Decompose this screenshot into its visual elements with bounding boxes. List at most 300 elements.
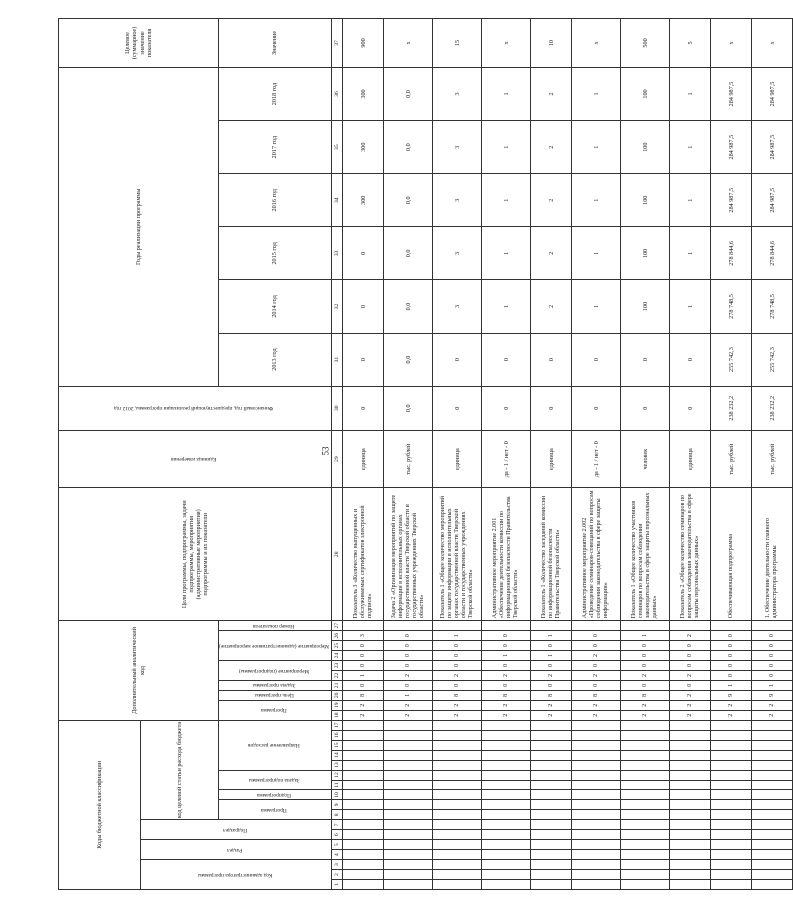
row-unit: да - 1 / нет - 0 [482, 430, 531, 488]
budget-code-cell [572, 730, 621, 740]
budget-code-cell [572, 810, 621, 820]
column-index-cell: 33 [332, 227, 343, 280]
row-unit: тыс. рублей [752, 430, 793, 488]
table-row [752, 19, 793, 890]
row-base-value: 238 232,2 [711, 386, 752, 430]
budget-code-cell [482, 800, 531, 810]
column-index-row [332, 19, 343, 890]
column-index-cell: 32 [332, 280, 343, 333]
row-year-value: 284 987,5 [711, 67, 752, 120]
analytic-code-digit [433, 621, 482, 631]
budget-code-cell [343, 770, 384, 780]
budget-code-cell [711, 830, 752, 840]
column-index-cell: 18 [332, 710, 343, 720]
analytic-code-digit: 0 [531, 680, 572, 690]
year-2014-header: 2014 год [219, 280, 332, 333]
row-year-value: 1 [572, 227, 621, 280]
row-year-value: 1 [482, 67, 531, 120]
budget-code-cell [752, 810, 793, 820]
column-index-cell: 1 [332, 880, 343, 890]
analytic-code-digit: 1 [711, 680, 752, 690]
admin-code-header: Код администратора программы [141, 860, 332, 890]
row-year-value: 278 844,6 [711, 227, 752, 280]
budget-code-cell [482, 870, 531, 880]
dop-activity-header: Мероприятие (подпрограммы) [219, 661, 332, 681]
budget-code-cell [343, 750, 384, 760]
budget-code-cell [343, 830, 384, 840]
budget-code-cell [343, 860, 384, 870]
budget-code-cell [670, 830, 711, 840]
analytic-code-digit: 1 [752, 680, 793, 690]
row-year-value: 0,0 [384, 174, 433, 227]
row-year-value: 284 987,5 [711, 121, 752, 174]
budget-code-cell [482, 770, 531, 780]
analytic-code-digit: 2 [343, 700, 384, 710]
budget-code-cell [670, 790, 711, 800]
budget-code-cell [482, 860, 531, 870]
row-year-value: 100 [621, 227, 670, 280]
analytic-code-digit: 2 [343, 710, 384, 720]
row-year-value: 1 [482, 280, 531, 333]
analytic-code-digit: 0 [482, 680, 531, 690]
analytic-code-digit: 8 [621, 690, 670, 700]
program-indicators-table [58, 18, 793, 890]
analytic-code-digit: 0 [670, 680, 711, 690]
row-unit: единица [531, 430, 572, 488]
budget-code-cell [711, 720, 752, 730]
budget-code-cell [343, 720, 384, 730]
column-index-cell: 31 [332, 333, 343, 386]
analytic-code-digit: 0 [670, 661, 711, 671]
budget-code-cell [343, 870, 384, 880]
budget-code-cell [572, 790, 621, 800]
analytic-code-digit: 0 [384, 661, 433, 671]
analytic-code-digit: 0 [343, 680, 384, 690]
row-year-value: 0,0 [384, 121, 433, 174]
budget-code-cell [384, 740, 433, 750]
program-code-header: Программа [219, 800, 332, 820]
budget-code-cell [572, 850, 621, 860]
table-row [621, 19, 670, 890]
budget-code-cell [711, 770, 752, 780]
budget-code-cell [752, 770, 793, 780]
analytic-code-digit: 2 [433, 670, 482, 680]
row-year-value: 255 742,3 [711, 333, 752, 386]
budget-code-cell [621, 810, 670, 820]
column-index-cell: 30 [332, 386, 343, 430]
budget-code-cell [621, 800, 670, 810]
analytic-code-digit: 0 [482, 641, 531, 651]
section-header: Раздел [141, 840, 332, 860]
analytic-code-digit: 0 [384, 631, 433, 641]
budget-code-cell [433, 740, 482, 750]
row-unit: тыс. рублей [711, 430, 752, 488]
budget-code-cell [433, 820, 482, 830]
subsection-header: Подраздел [141, 820, 332, 840]
row-name: Показатель 1 «Количество заседаний комиссии по информационной безопасности Правительства Тверской области» [531, 488, 572, 621]
row-year-value: 0 [670, 333, 711, 386]
analytic-code-digit: 2 [621, 670, 670, 680]
row-final-value: х [752, 19, 793, 68]
table-row [572, 19, 621, 890]
budget-code-cell [752, 720, 793, 730]
budget-code-cell [433, 770, 482, 780]
budget-code-cell [384, 850, 433, 860]
budget-code-cell [621, 750, 670, 760]
dop-task-header: Задача программы [219, 680, 332, 690]
budget-code-cell [433, 780, 482, 790]
budget-code-cell [531, 880, 572, 890]
budget-code-cell [482, 720, 531, 730]
analytic-code-digit: 2 [752, 710, 793, 720]
budget-code-cell [343, 730, 384, 740]
row-base-value: 0 [433, 386, 482, 430]
budget-code-cell [670, 870, 711, 880]
budget-code-cell [384, 870, 433, 880]
analytic-code-digit: 0 [433, 661, 482, 671]
row-year-value: 2 [531, 67, 572, 120]
table-body [343, 19, 793, 890]
budget-code-cell [343, 760, 384, 770]
row-year-value: 0 [621, 333, 670, 386]
row-year-value: 100 [621, 121, 670, 174]
budget-code-cell [343, 840, 384, 850]
budget-code-cell [670, 800, 711, 810]
analytic-code-digit: 1 [343, 670, 384, 680]
row-year-value: 1 [572, 280, 621, 333]
analytic-code-digit: 0 [711, 661, 752, 671]
row-final-value: 500 [621, 19, 670, 68]
budget-code-cell [711, 820, 752, 830]
row-year-value: 1 [670, 227, 711, 280]
budget-code-cell [621, 760, 670, 770]
budget-code-cell [343, 810, 384, 820]
budget-code-cell [752, 840, 793, 850]
budget-code-cell [433, 850, 482, 860]
budget-code-cell [482, 880, 531, 890]
column-index-cell: 6 [332, 830, 343, 840]
analytic-code-digit [343, 621, 384, 631]
analytic-code-digit: 0 [621, 651, 670, 661]
budget-code-cell [621, 840, 670, 850]
budget-code-cell [531, 730, 572, 740]
analytic-code-digit: 9 [752, 690, 793, 700]
row-year-value: 3 [433, 280, 482, 333]
budget-code-cell [572, 740, 621, 750]
budget-code-cell [384, 770, 433, 780]
column-index-cell: 27 [332, 621, 343, 631]
budget-code-cell [343, 790, 384, 800]
budget-code-cell [384, 840, 433, 850]
expense-direction-header: Направление расходов [219, 720, 332, 770]
budget-code-cell [711, 870, 752, 880]
row-year-value: 3 [433, 121, 482, 174]
column-index-cell: 34 [332, 174, 343, 227]
analytic-code-digit: 0 [572, 631, 621, 641]
budget-code-cell [384, 730, 433, 740]
budget-code-cell [433, 790, 482, 800]
analytic-code-digit [621, 621, 670, 631]
budget-code-cell [384, 830, 433, 840]
row-final-value: 10 [531, 19, 572, 68]
analytic-code-digit: 2 [572, 700, 621, 710]
budget-code-cell [572, 760, 621, 770]
row-year-value: 300 [343, 174, 384, 227]
budget-code-cell [621, 820, 670, 830]
analytic-code-digit: 3 [343, 631, 384, 641]
analytic-code-digit: 2 [531, 670, 572, 680]
budget-code-cell [482, 740, 531, 750]
table-row [433, 19, 482, 890]
row-year-value: 284 987,5 [752, 174, 793, 227]
row-name: 1. Обеспечение деятельности главного администратора программы [752, 488, 793, 621]
budget-code-cell [621, 770, 670, 780]
budget-code-cell [752, 830, 793, 840]
column-index-cell: 24 [332, 651, 343, 661]
row-year-value: 3 [433, 227, 482, 280]
budget-code-cell [572, 820, 621, 830]
budget-code-cell [670, 760, 711, 770]
dop-program-header: Программа [219, 700, 332, 720]
additional-code-header: Дополнительный аналитический код [59, 621, 219, 721]
row-unit: тыс. рублей [384, 430, 433, 488]
budget-code-cell [621, 870, 670, 880]
budget-code-cell [621, 780, 670, 790]
column-index-cell: 5 [332, 840, 343, 850]
row-year-value: 2 [531, 227, 572, 280]
analytic-code-digit: 0 [572, 641, 621, 651]
subprogram-code-header: Подпрограмма [219, 790, 332, 800]
budget-code-cell [482, 780, 531, 790]
budget-code-cell [482, 840, 531, 850]
budget-code-cell [711, 840, 752, 850]
budget-code-cell [752, 850, 793, 860]
budget-code-cell [531, 740, 572, 750]
analytic-code-digit: 0 [752, 651, 793, 661]
row-year-value: 100 [621, 174, 670, 227]
column-index-cell: 37 [332, 19, 343, 68]
column-index-cell: 4 [332, 850, 343, 860]
budget-code-cell [670, 810, 711, 820]
budget-code-cell [433, 800, 482, 810]
budget-code-cell [752, 750, 793, 760]
analytic-code-digit: 0 [384, 651, 433, 661]
budget-code-cell [531, 800, 572, 810]
analytic-code-digit: 9 [711, 690, 752, 700]
final-value-subheader: Значение [219, 19, 332, 68]
table-row [670, 19, 711, 890]
target-article-header: код целевой статьи расхода бюджета [141, 720, 219, 820]
dop-goal-header: Цель программы [219, 690, 332, 700]
analytic-code-digit: 2 [384, 670, 433, 680]
row-name: Показатель 1 «Общее количество мероприятий по защите информации в исполнительных органах государственной власти Тверской области и государственных учреждениях Тверской области» [433, 488, 482, 621]
row-name: Административное мероприятие 2.001 «Обеспечение деятельности комиссии по информационной безопасности Правительства Тверской области» [482, 488, 531, 621]
analytic-code-digit: 1 [384, 690, 433, 700]
budget-code-cell [572, 720, 621, 730]
budget-code-cell [752, 880, 793, 890]
budget-code-cell [670, 820, 711, 830]
budget-code-cell [433, 880, 482, 890]
budget-code-cell [711, 800, 752, 810]
row-year-value: 284 987,5 [711, 174, 752, 227]
budget-code-cell [531, 760, 572, 770]
budget-code-cell [670, 720, 711, 730]
budget-code-cell [572, 780, 621, 790]
analytic-code-digit: 1 [531, 651, 572, 661]
column-index-cell: 10 [332, 790, 343, 800]
column-index-cell: 17 [332, 720, 343, 730]
row-unit: единица [433, 430, 482, 488]
row-base-value: 0 [621, 386, 670, 430]
budget-code-cell [670, 750, 711, 760]
row-year-value: 100 [621, 67, 670, 120]
budget-code-cell [482, 790, 531, 800]
row-year-value: 2 [531, 174, 572, 227]
row-year-value: 2 [531, 121, 572, 174]
document-sheet [58, 18, 779, 890]
budget-code-cell [531, 830, 572, 840]
budget-code-cell [670, 850, 711, 860]
row-year-value: 100 [621, 280, 670, 333]
budget-code-cell [711, 790, 752, 800]
analytic-code-digit: 0 [343, 641, 384, 651]
row-name: Задача 2 «Организация мероприятий по защите информации в исполнительных органах государственной власти Тверской области и государственных учреждениях Тверской области» [384, 488, 433, 621]
row-base-value: 0,0 [384, 386, 433, 430]
column-index-cell: 2 [332, 870, 343, 880]
analytic-code-digit: 2 [621, 700, 670, 710]
analytic-code-digit: 0 [621, 680, 670, 690]
row-name: Административное мероприятие 2.002 «Проведение семинаров-совещаний по вопросам соблюдения законодательства в сфере защиты информации» [572, 488, 621, 621]
budget-code-cell [621, 830, 670, 840]
budget-code-cell [531, 750, 572, 760]
table-row [343, 19, 384, 890]
analytic-code-digit: 0 [752, 661, 793, 671]
budget-code-cell [482, 820, 531, 830]
analytic-code-digit: 2 [670, 710, 711, 720]
budget-code-cell [752, 860, 793, 870]
budget-code-cell [384, 720, 433, 730]
column-index-cell: 22 [332, 670, 343, 680]
analytic-code-digit: 1 [433, 631, 482, 641]
budget-code-cell [384, 880, 433, 890]
analytic-code-digit: 0 [433, 641, 482, 651]
analytic-code-digit: 2 [711, 700, 752, 710]
row-final-value: х [384, 19, 433, 68]
budget-code-cell [752, 780, 793, 790]
year-2015-header: 2015 год [219, 227, 332, 280]
analytic-code-digit: 0 [572, 680, 621, 690]
row-year-value: 0 [433, 333, 482, 386]
budget-code-cell [531, 850, 572, 860]
budget-code-cell [433, 840, 482, 850]
row-name: Обеспечивающая подпрограмма [711, 488, 752, 621]
budget-code-cell [670, 780, 711, 790]
analytic-code-digit: 2 [670, 700, 711, 710]
budget-code-cell [384, 800, 433, 810]
row-year-value: 0 [482, 333, 531, 386]
analytic-code-digit: 2 [572, 670, 621, 680]
goal-text-header: Цели программы, подпрограммы, задачи подпрограммы, мероприятия (административные мероприятия) подпрограммы и их показатели [59, 488, 332, 621]
analytic-code-digit: 2 [572, 710, 621, 720]
analytic-code-digit: 2 [711, 710, 752, 720]
budget-code-cell [711, 880, 752, 890]
analytic-code-digit [384, 621, 433, 631]
budget-code-cell [572, 840, 621, 850]
budget-code-cell [482, 830, 531, 840]
table-row [384, 19, 433, 890]
budget-code-cell [343, 800, 384, 810]
row-year-value: 1 [670, 280, 711, 333]
budget-code-cell [433, 750, 482, 760]
row-year-value: 284 987,5 [752, 121, 793, 174]
column-index-cell: 19 [332, 700, 343, 710]
row-base-value: 0 [572, 386, 621, 430]
row-year-value: 0 [343, 280, 384, 333]
row-year-value: 0,0 [384, 227, 433, 280]
budget-code-cell [752, 790, 793, 800]
row-year-value: 1 [670, 67, 711, 120]
column-index-cell: 9 [332, 800, 343, 810]
budget-code-cell [670, 840, 711, 850]
year-2017-header: 2017 год [219, 121, 332, 174]
row-year-value: 1 [572, 121, 621, 174]
row-year-value: 0,0 [384, 67, 433, 120]
column-index-cell: 23 [332, 661, 343, 671]
column-index-cell: 36 [332, 67, 343, 120]
column-index-cell: 11 [332, 780, 343, 790]
row-year-value: 1 [482, 121, 531, 174]
budget-code-cell [343, 820, 384, 830]
budget-code-cell [572, 770, 621, 780]
analytic-code-digit: 1 [621, 631, 670, 641]
page-number: 53 [320, 446, 331, 456]
row-year-value: 300 [343, 67, 384, 120]
analytic-code-digit: 2 [384, 710, 433, 720]
analytic-code-digit: 0 [433, 680, 482, 690]
analytic-code-digit: 0 [711, 641, 752, 651]
budget-code-cell [572, 830, 621, 840]
column-index-cell: 21 [332, 680, 343, 690]
budget-code-cell [711, 850, 752, 860]
budget-code-cell [752, 800, 793, 810]
analytic-code-digit: 0 [752, 631, 793, 641]
row-year-value: 1 [572, 174, 621, 227]
analytic-code-digit: 0 [482, 631, 531, 641]
budget-code-cell [711, 730, 752, 740]
column-index-cell: 28 [332, 488, 343, 621]
budget-code-cell [433, 760, 482, 770]
budget-code-cell [384, 810, 433, 820]
budget-code-cell [621, 740, 670, 750]
row-final-value: 15 [433, 19, 482, 68]
budget-code-cell [433, 870, 482, 880]
analytic-code-digit: 0 [621, 661, 670, 671]
budget-code-cell [670, 860, 711, 870]
budget-code-cell [621, 850, 670, 860]
analytic-code-digit: 2 [384, 700, 433, 710]
row-year-value: 2 [531, 280, 572, 333]
budget-code-cell [384, 760, 433, 770]
indicator-number-header: Номер показателя [219, 621, 332, 631]
budget-code-cell [343, 740, 384, 750]
analytic-code-digit: 2 [482, 670, 531, 680]
row-year-value: 3 [433, 67, 482, 120]
year-2018-header: 2018 год [219, 67, 332, 120]
budget-code-cell [531, 870, 572, 880]
budget-code-cell [482, 730, 531, 740]
column-index-cell: 35 [332, 121, 343, 174]
budget-code-cell [711, 760, 752, 770]
